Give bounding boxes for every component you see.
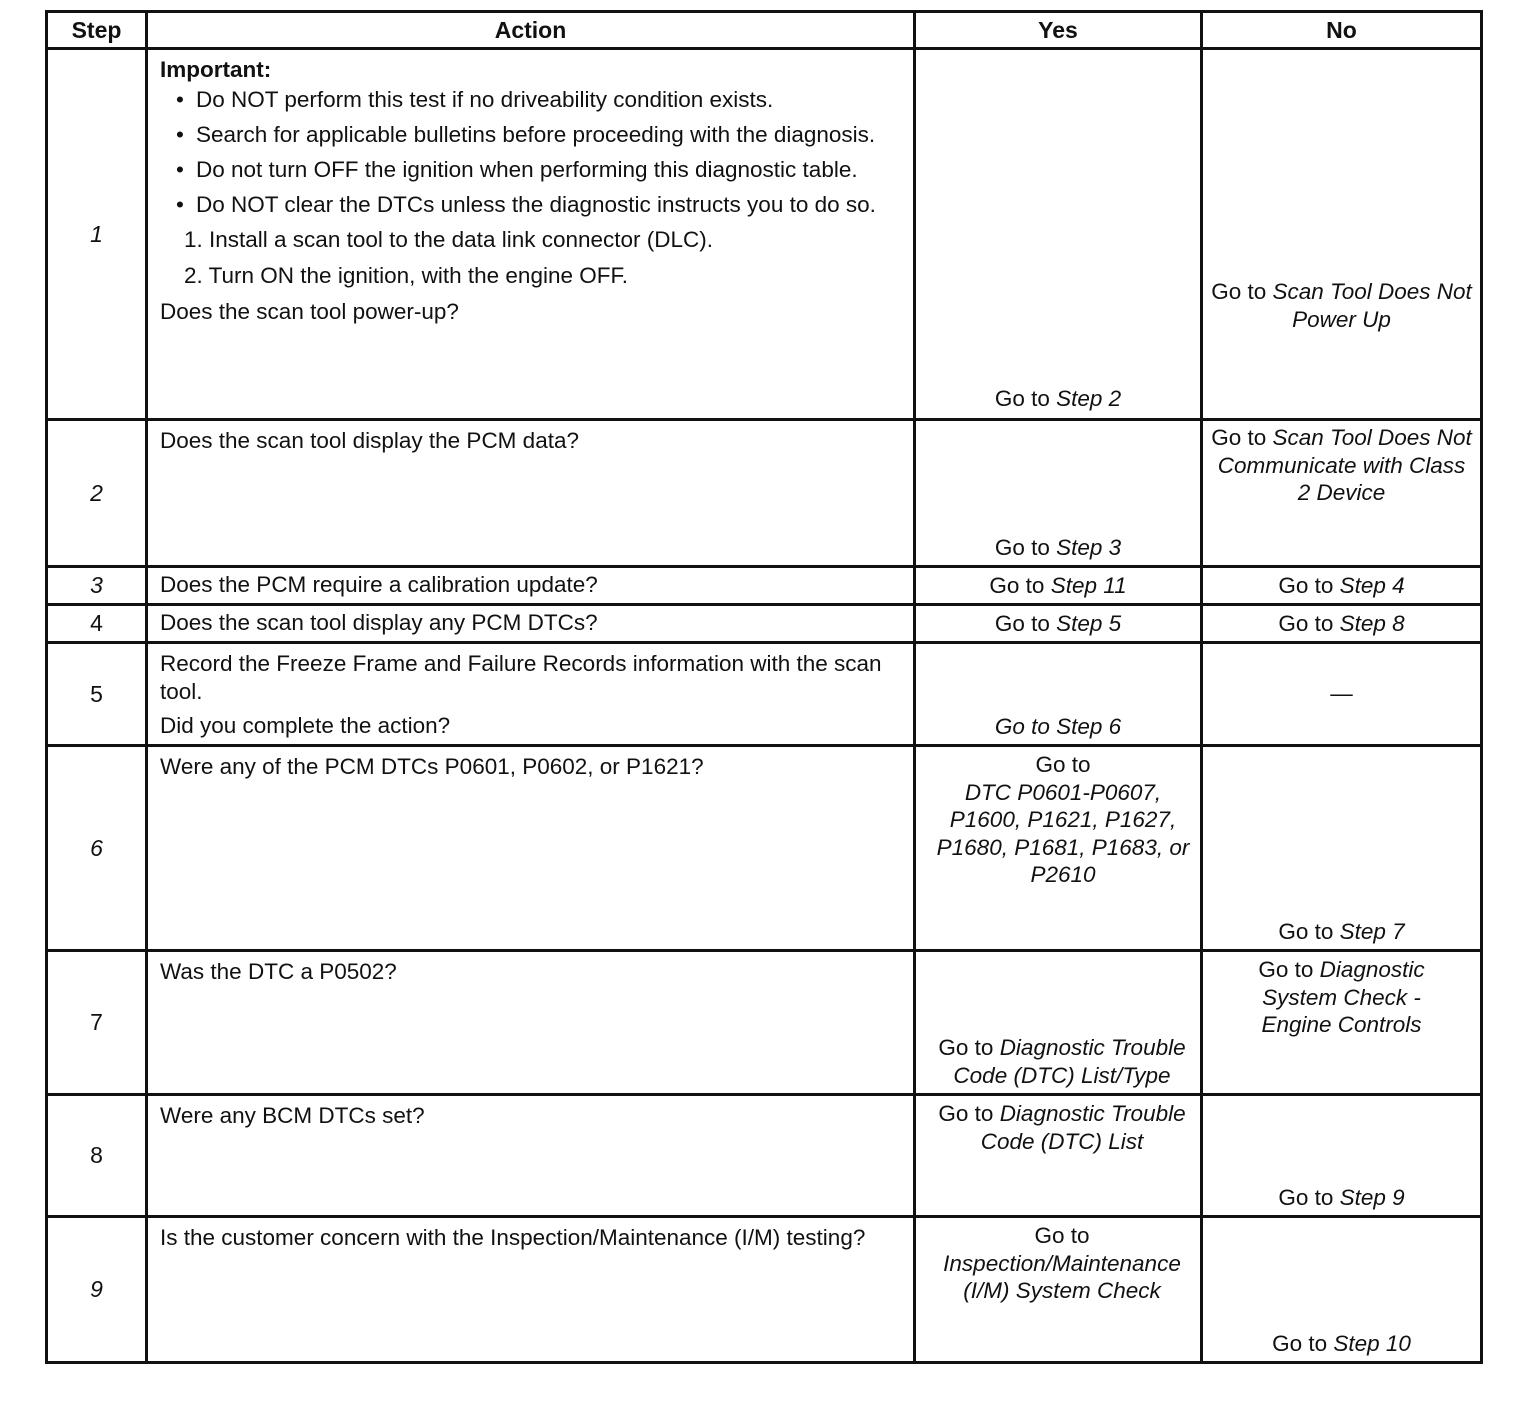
yes-cell	[915, 605, 1202, 643]
yes-cell	[915, 643, 1202, 746]
action-cell	[147, 49, 915, 420]
header-row	[47, 12, 1482, 49]
goto-text: Go to	[1278, 918, 1334, 944]
header-step: Step	[47, 12, 147, 49]
header-action: Action	[147, 12, 915, 49]
goto-text: Go to	[1211, 279, 1267, 304]
step-number: 2	[47, 420, 147, 567]
procedure-link[interactable]: Scan Tool Does Not Communicate with Class 2 Device	[1217, 425, 1472, 505]
list-item: 1. Install a scan tool to the data link connector (DLC).	[184, 227, 714, 252]
step-number: 7	[47, 951, 147, 1095]
procedure-link[interactable]: Scan Tool Does Not Power Up	[1272, 279, 1472, 332]
action-question: Does the scan tool display the PCM data?	[160, 428, 579, 453]
action-cell	[147, 1095, 915, 1217]
action-question: Were any BCM DTCs set?	[160, 1103, 425, 1128]
goto-text: Go to	[1034, 1223, 1090, 1248]
procedure-link[interactable]: Inspection/Maintenance (I/M) System Check	[943, 1250, 1181, 1303]
action-question: Did you complete the action?	[160, 713, 451, 738]
step-number: 9	[47, 1217, 147, 1363]
action-question: Does the scan tool power-up?	[160, 299, 459, 324]
yes-cell	[915, 746, 1202, 951]
step-link[interactable]: Step 9	[1339, 1184, 1405, 1210]
goto-text: Go to	[938, 1101, 994, 1126]
table-row	[47, 420, 1482, 567]
step-link[interactable]: Step 2	[1056, 385, 1122, 411]
list-item: • Do not turn OFF the ignition when performing this diagnostic table.	[160, 156, 903, 184]
yes-cell	[915, 567, 1202, 605]
no-cell	[1202, 567, 1482, 605]
step-link[interactable]: Step 4	[1339, 572, 1405, 598]
yes-cell	[915, 420, 1202, 567]
step-number: 8	[47, 1095, 147, 1217]
dtc-link[interactable]: DTC P0601-P0607, P1600, P1621, P1627, P1680, P1681, P1683, or P2610	[936, 779, 1190, 887]
table-row	[47, 1217, 1482, 1363]
no-cell	[1202, 643, 1482, 746]
list-item: • Do NOT perform this test if no driveability condition exists.	[160, 86, 903, 114]
list-item: 2. Turn ON the ignition, with the engine OFF.	[184, 263, 628, 288]
header-no: No	[1202, 12, 1482, 49]
list-item: • Do NOT clear the DTCs unless the diagnostic instructs you to do so.	[160, 191, 903, 219]
step-number: 5	[47, 643, 147, 746]
diagnostic-table	[45, 10, 1483, 1364]
table-row	[47, 605, 1482, 643]
yes-cell	[915, 49, 1202, 420]
header-yes: Yes	[915, 12, 1202, 49]
no-cell	[1202, 746, 1482, 951]
step-link[interactable]: Step 8	[1339, 610, 1405, 636]
procedure-list	[160, 226, 903, 290]
yes-cell	[915, 1217, 1202, 1363]
no-cell	[1202, 1095, 1482, 1217]
table-row	[47, 643, 1482, 746]
no-cell	[1202, 1217, 1482, 1363]
goto-text: Go to	[994, 610, 1050, 636]
action-cell	[147, 951, 915, 1095]
yes-cell	[915, 1095, 1202, 1217]
yes-cell	[915, 951, 1202, 1095]
important-list	[160, 86, 903, 219]
goto-text: Go to	[1278, 1184, 1334, 1210]
table-row	[47, 49, 1482, 420]
action-cell	[147, 746, 915, 951]
step-link[interactable]: Step 7	[1339, 918, 1405, 944]
empty-dash: —	[1330, 681, 1353, 707]
table-row	[47, 951, 1482, 1095]
step-number: 4	[47, 605, 147, 643]
list-item: • Search for applicable bulletins before proceeding with the diagnosis.	[160, 121, 903, 149]
action-cell	[147, 1217, 915, 1363]
step-link[interactable]: Step 3	[1056, 534, 1122, 560]
goto-text: Go to	[989, 572, 1045, 598]
procedure-link[interactable]: Diagnostic System Check - Engine Controls	[1261, 957, 1425, 1037]
goto-text: Go to	[994, 534, 1050, 560]
goto-text: Go to	[1035, 752, 1091, 777]
step-link[interactable]: Step 11	[1050, 572, 1127, 598]
action-question: Does the scan tool display any PCM DTCs?	[160, 609, 598, 635]
action-text: Record the Freeze Frame and Failure Records information with the scan tool.	[160, 651, 882, 704]
action-cell	[147, 605, 915, 643]
action-question: Is the customer concern with the Inspection/Maintenance (I/M) testing?	[160, 1225, 866, 1250]
action-cell	[147, 643, 915, 746]
no-cell	[1202, 605, 1482, 643]
no-cell	[1202, 420, 1482, 567]
table-row	[47, 567, 1482, 605]
no-cell	[1202, 49, 1482, 420]
goto-text: Go to	[1278, 572, 1334, 598]
dtc-list-link[interactable]: Diagnostic Trouble Code (DTC) List/Type	[953, 1035, 1186, 1088]
goto-text: Go to	[1272, 1330, 1328, 1356]
step-number: 1	[47, 49, 147, 420]
goto-text: Go to	[994, 385, 1050, 411]
goto-text: Go to	[1258, 957, 1314, 982]
action-cell	[147, 420, 915, 567]
goto-text: Go to	[938, 1035, 994, 1060]
dtc-list-link[interactable]: Diagnostic Trouble Code (DTC) List	[980, 1101, 1186, 1154]
step-number: 3	[47, 567, 147, 605]
no-cell	[1202, 951, 1482, 1095]
step-number: 6	[47, 746, 147, 951]
action-cell	[147, 567, 915, 605]
action-question: Was the DTC a P0502?	[160, 959, 397, 984]
important-label: Important:	[160, 57, 272, 82]
action-question: Does the PCM require a calibration update?	[160, 571, 598, 597]
goto-text: Go to	[1211, 425, 1267, 450]
step-link[interactable]: Step 10	[1333, 1330, 1411, 1356]
table-row	[47, 1095, 1482, 1217]
goto-text: Go to	[1278, 610, 1334, 636]
action-question: Were any of the PCM DTCs P0601, P0602, or P1621?	[160, 754, 704, 779]
table-row	[47, 746, 1482, 951]
step-link[interactable]: Step 5	[1056, 610, 1122, 636]
step-link[interactable]: Go to Step 6	[994, 713, 1122, 739]
